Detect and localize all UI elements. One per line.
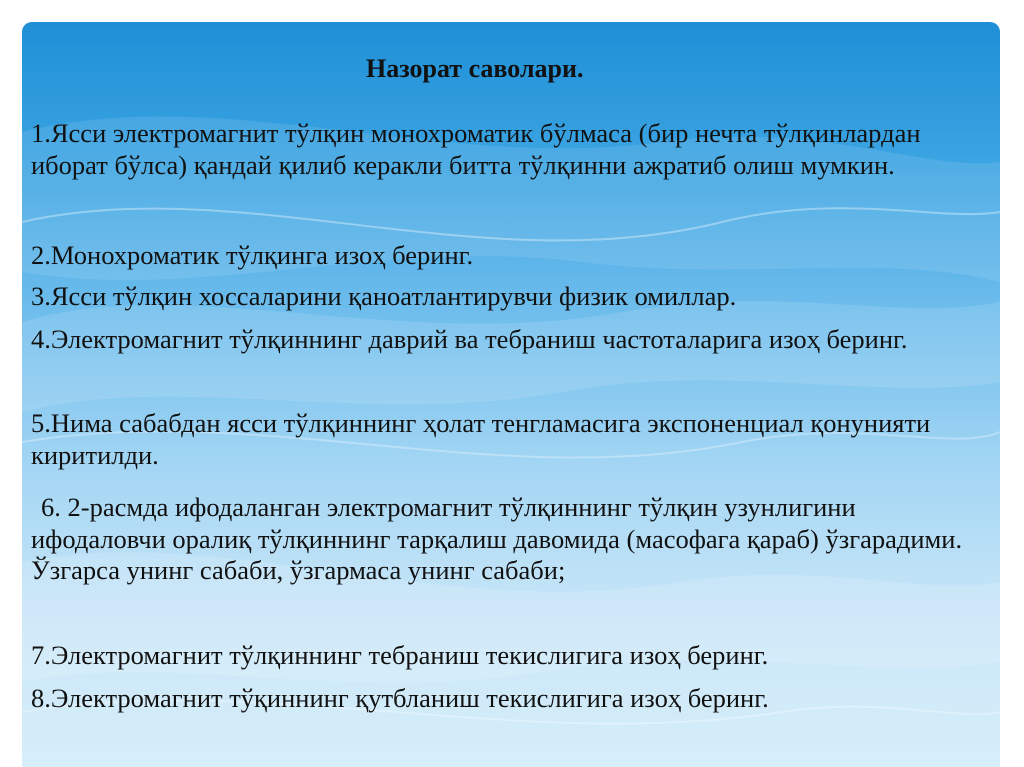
slide [22, 22, 1000, 767]
question-item: 8.Электромагнит тўқиннинг қутбланиш текислигига изоҳ беринг. [31, 683, 769, 713]
question-item: 3.Ясси тўлқин хоссаларини қаноатлантирувчи физик омиллар. [31, 281, 737, 311]
question-item: 4.Электромагнит тўлқиннинг даврий ва тебраниш частоталарига изоҳ беринг. [31, 324, 908, 354]
slide-content [22, 22, 1000, 767]
slide-title: Назорат саволари. [366, 54, 584, 83]
question-item: 1.Ясси электромагнит тўлқин монохроматик бўлмаса (бир нечта тўлқинлардан иборат бўлса) қандай қилиб керакли битта тўлқинни ажратиб олиш мумкин. [31, 118, 921, 180]
question-item: 7.Электромагнит тўлқиннинг тебраниш текислигига изоҳ беринг. [31, 640, 769, 670]
question-item: 2.Монохроматик тўлқинга изоҳ беринг. [31, 240, 474, 270]
question-item: 5.Нима сабабдан ясси тўлқиннинг ҳолат тенгламасига экспоненциал қонунияти киритилди. [31, 408, 931, 470]
question-item: 6. 2-расмда ифодаланган электромагнит тўлқиннинг тўлқин узунлигини ифодаловчи оралиқ тўлқиннинг тарқалиш давомида (масофага қараб) ўзгарадими. Ўзгарса унинг сабаби, ўзгармаса унинг сабаби; [31, 492, 963, 585]
